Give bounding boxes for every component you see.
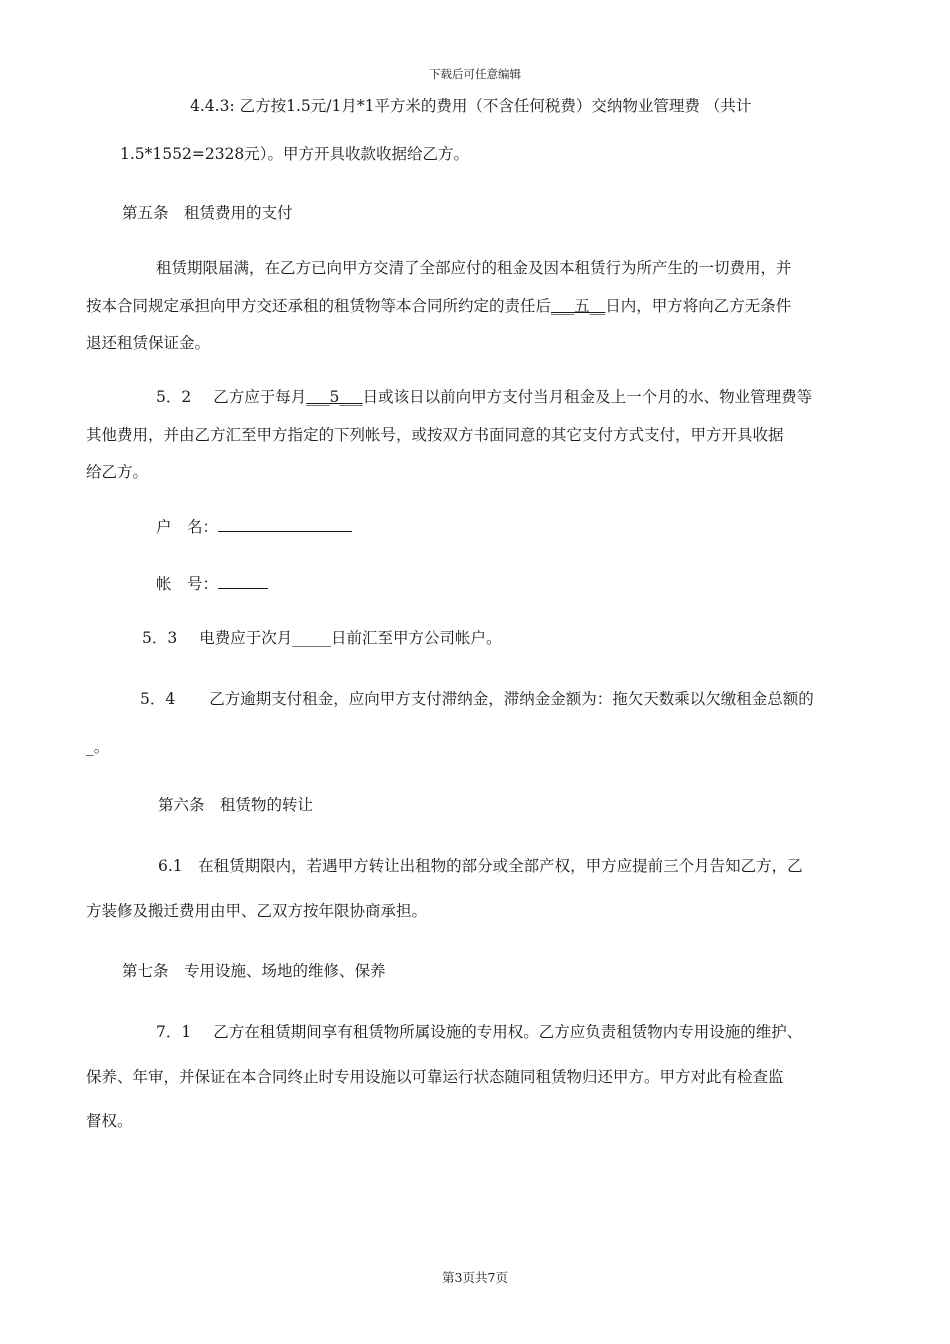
page-header: 下载后可任意编辑 — [429, 67, 521, 81]
clause-5-3-pre: 电费应于次月 — [199, 629, 293, 647]
clause-5-3 — [142, 628, 502, 648]
clause-5-4-number: 5．4 — [140, 690, 176, 708]
clause-5-2-post: 日或该日以前向甲方支付当月租金及上一个月的水、物业管理费等 — [362, 388, 813, 406]
account-name-row — [156, 516, 352, 537]
clause-4-4-3-line1: 4.4.3: 乙方按1.5元/1月*1平方米的费用（不含任何税费）交纳物业管理费 （共计 — [190, 97, 752, 115]
rent-payment-day: ___5___ — [306, 388, 363, 406]
clause-6-1-line2: 方装修及搬迁费用由甲、乙双方按年限协商承担。 — [86, 902, 428, 920]
article-5-p1-line1: 租赁期限届满，在乙方已向甲方交清了全部应付的租金及因本租赁行为所产生的一切费用，并 — [156, 259, 792, 277]
page-footer: 第3页共7页 — [442, 1270, 508, 1285]
clause-5-4-text: 乙方逾期支付租金，应向甲方支付滞纳金，滞纳金金额为：拖欠天数乘以欠缴租金总额的 — [209, 690, 814, 708]
clause-5-2-number: 5．2 — [156, 388, 192, 406]
article-6-title: 第六条 租赁物的转让 — [158, 796, 314, 814]
clause-6-1-line1: 6.1 在租赁期限内，若遇甲方转让出租物的部分或全部产权，甲方应提前三个月告知乙方，乙 — [158, 857, 803, 875]
clause-7-1-line3: 督权。 — [86, 1112, 133, 1130]
clause-7-1-number: 7．1 — [156, 1023, 192, 1041]
article-5-title: 第五条 租赁费用的支付 — [122, 204, 293, 222]
account-number-label: 帐 号： — [156, 575, 219, 593]
clause-5-4-line1 — [140, 689, 814, 709]
p1-line2-pre: 按本合同规定承担向甲方交还承租的租赁物等本合同所约定的责任后 — [86, 297, 552, 315]
return-deposit-days: ___五__ — [551, 297, 606, 315]
account-name-label: 户 名： — [156, 518, 219, 536]
clause-5-3-post: 日前汇至甲方公司帐户。 — [331, 629, 502, 647]
clause-5-2-line3: 给乙方。 — [86, 463, 149, 481]
clause-4-4-3-line2: 1.5*1552=2328元）。甲方开具收款收据给乙方。 — [120, 145, 470, 163]
p1-line2-post: 日内，甲方将向乙方无条件 — [605, 297, 792, 315]
clause-7-1-text: 乙方在租赁期间享有租赁物所属设施的专用权。乙方应负责租赁物内专用设施的维护、 — [213, 1023, 803, 1041]
account-name-blank — [218, 516, 352, 532]
account-number-row — [156, 573, 268, 594]
clause-5-2-line2: 其他费用，并由乙方汇至甲方指定的下列帐号，或按双方书面同意的其它支付方式支付，甲方开具收据 — [86, 426, 784, 444]
clause-5-4-line2: _。 — [86, 738, 110, 756]
clause-5-2-line1 — [156, 387, 812, 407]
clause-7-1-line2: 保养、年审，并保证在本合同终止时专用设施以可靠运行状态随同租赁物归还甲方。甲方对此有检查监 — [86, 1068, 784, 1086]
clause-7-1-line1 — [156, 1022, 802, 1042]
article-5-p1-line3: 退还租赁保证金。 — [86, 334, 211, 352]
article-5-p1-line2 — [86, 296, 791, 316]
article-7-title: 第七条 专用设施、场地的维修、保养 — [122, 962, 386, 980]
clause-5-3-number: 5．3 — [142, 629, 178, 647]
electricity-day-blank: _____ — [292, 629, 331, 647]
clause-5-2-pre: 乙方应于每月 — [213, 388, 307, 406]
account-number-blank — [218, 573, 268, 589]
